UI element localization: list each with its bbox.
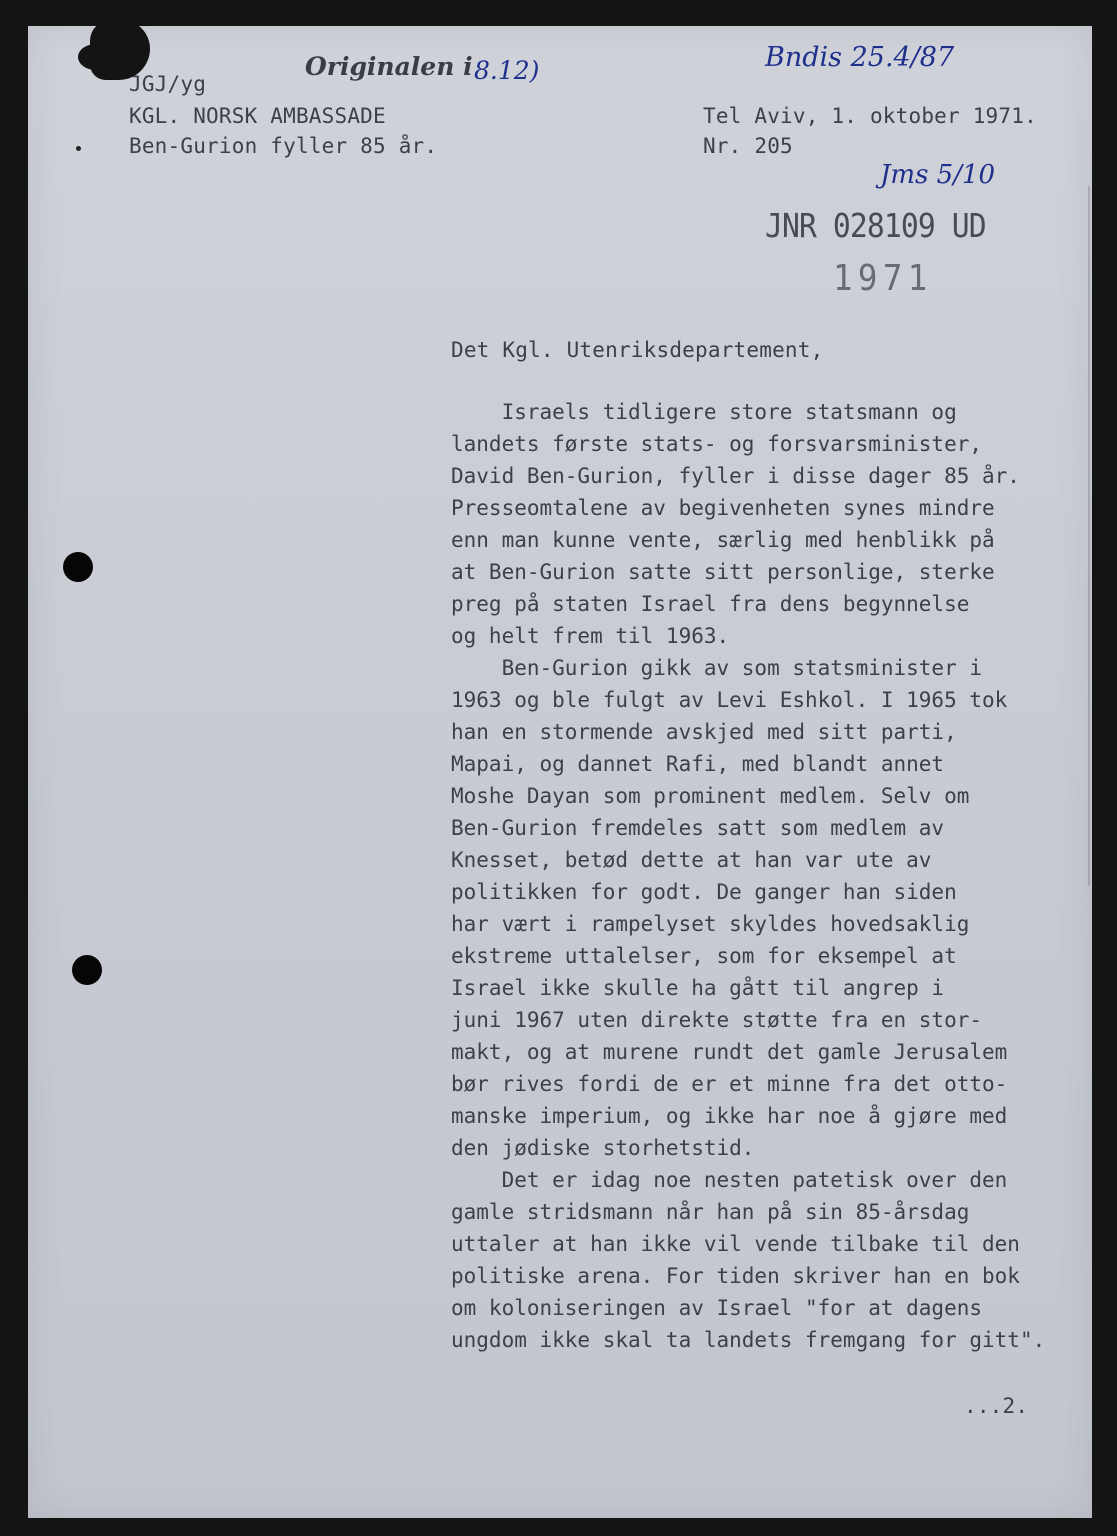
body-line: den jødiske storhetstid. (451, 1136, 755, 1160)
body-line: Ben-Gurion fremdeles satt som medlem av (451, 816, 945, 840)
body-line: politikken for godt. De ganger han siden (451, 880, 957, 904)
body-line: om koloniseringen av Israel "for at dagens (451, 1296, 983, 1320)
handwritten-top-right-note: Bndis 25.4/87 (765, 42, 955, 73)
body-line: Ben-Gurion gikk av som statsminister i (451, 656, 983, 680)
body-line: ekstreme uttalelser, som for eksempel at (451, 944, 957, 968)
body-line: har vært i rampelyset skyldes hovedsaklig (451, 912, 970, 936)
body-line: 1963 og ble fulgt av Levi Eshkol. I 1965 tok (451, 688, 1008, 712)
body-line: Israels tidligere store statsmann og (451, 400, 957, 424)
reference-code: JGJ/yg (129, 72, 207, 96)
body-line: Presseomtalene av begivenheten synes mindre (451, 496, 995, 520)
torn-corner-edge (78, 44, 114, 70)
body-line: makt, og at murene rundt det gamle Jerusalem (451, 1040, 1008, 1064)
body-line: landets første stats- og forsvarsminister, (451, 432, 983, 456)
body-line: politiske arena. For tiden skriver han en bok (451, 1264, 1020, 1288)
page-fold (1088, 186, 1090, 886)
handwritten-originalen: Originalen i (305, 52, 473, 81)
handwritten-journal-note: Jms 5/10 (880, 160, 996, 190)
body-line: manske imperium, og ikke har noe å gjøre med (451, 1104, 1008, 1128)
body-line: enn man kunne vente, særlig med henblikk på (451, 528, 995, 552)
body-line: uttaler at han ikke vil vende tilbake til den (451, 1232, 1020, 1256)
subject-line: Ben-Gurion fyller 85 år. (129, 134, 438, 158)
punch-hole-lower (72, 955, 102, 985)
stamp-year: 1971 (833, 258, 933, 299)
sender: KGL. NORSK AMBASSADE (129, 104, 386, 128)
salutation: Det Kgl. Utenriksdepartement, (451, 338, 824, 362)
body-line: at Ben-Gurion satte sitt personlige, sterke (451, 560, 995, 584)
body-line: og helt frem til 1963. (451, 624, 730, 648)
page-continuation: ...2. (964, 1394, 1029, 1418)
body-line: preg på staten Israel fra dens begynnelse (451, 592, 970, 616)
body-line: Mapai, og dannet Rafi, med blandt annet (451, 752, 945, 776)
body-line: Knesset, betød dette at han var ute av (451, 848, 932, 872)
margin-dot (76, 146, 81, 151)
place-date: Tel Aviv, 1. oktober 1971. (703, 104, 1037, 128)
body-line: gamle stridsmann når han på sin 85-årsdag (451, 1200, 970, 1224)
journal-stamp: JNR 028109 UD (765, 206, 986, 245)
body-line: Israel ikke skulle ha gått til angrep i (451, 976, 945, 1000)
body-line: Moshe Dayan som prominent medlem. Selv om (451, 784, 970, 808)
body-line: han en stormende avskjed med sitt parti, (451, 720, 957, 744)
document-number: Nr. 205 (703, 134, 793, 158)
body-line: juni 1967 uten direkte støtte fra en stor- (451, 1008, 983, 1032)
punch-hole-upper (63, 552, 93, 582)
body-line: Det er idag noe nesten patetisk over den (451, 1168, 1008, 1192)
body-line: bør rives fordi de er et minne fra det otto- (451, 1072, 1008, 1096)
body-line: David Ben-Gurion, fyller i disse dager 85 år. (451, 464, 1020, 488)
handwritten-originalen-ref: 8.12) (474, 56, 540, 85)
body-line: ungdom ikke skal ta landets fremgang for gitt". (451, 1328, 1046, 1352)
